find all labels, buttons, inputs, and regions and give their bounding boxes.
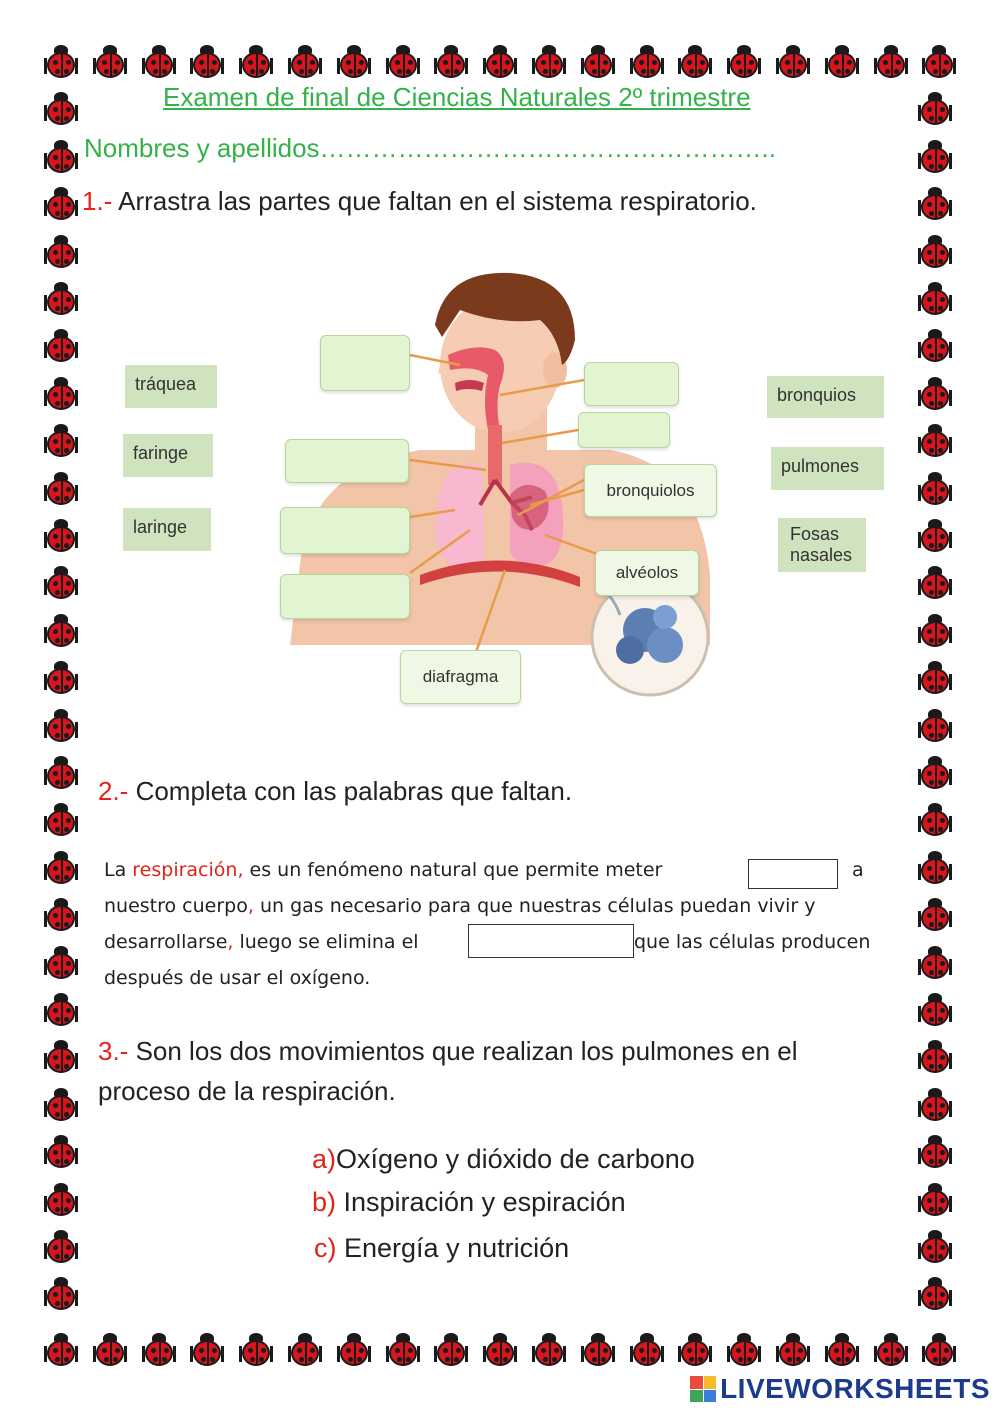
ladybug-icon — [44, 1276, 78, 1312]
ladybug-icon — [44, 1039, 78, 1075]
ladybug-icon — [918, 565, 952, 601]
para-highlight: respiración, — [132, 859, 244, 881]
question-3-number: 3.- — [98, 1036, 129, 1066]
ladybug-icon — [918, 1182, 952, 1218]
drag-word-pulmones[interactable]: pulmones — [771, 447, 884, 490]
para-text-3: a — [852, 859, 864, 881]
ladybug-icon — [727, 1332, 761, 1368]
ladybug-icon — [44, 802, 78, 838]
ladybug-icon — [44, 708, 78, 744]
ladybug-icon — [434, 44, 468, 80]
question-3-line-2: proceso de la respiración. — [98, 1076, 396, 1106]
para-text-1: La — [104, 859, 133, 881]
ladybug-icon — [44, 139, 78, 175]
para-text-9: después de usar el oxígeno. — [104, 967, 371, 989]
ladybug-icon — [918, 186, 952, 222]
ladybug-icon — [386, 1332, 420, 1368]
option-a-text: Oxígeno y dióxido de carbono — [336, 1144, 695, 1174]
ladybug-icon — [190, 44, 224, 80]
ladybug-icon — [918, 234, 952, 270]
ladybug-icon — [918, 897, 952, 933]
ladybug-icon — [288, 1332, 322, 1368]
ladybug-icon — [918, 708, 952, 744]
ladybug-icon — [239, 44, 273, 80]
ladybug-icon — [44, 328, 78, 364]
drop-slot-2[interactable] — [584, 362, 679, 406]
ladybug-icon — [776, 44, 810, 80]
ladybug-icon — [93, 1332, 127, 1368]
ladybug-icon — [918, 91, 952, 127]
ladybug-icon — [44, 281, 78, 317]
ladybug-icon — [44, 755, 78, 791]
ladybug-icon — [874, 1332, 908, 1368]
ladybug-icon — [44, 471, 78, 507]
ladybug-icon — [44, 186, 78, 222]
ladybug-icon — [93, 44, 127, 80]
ladybug-icon — [44, 613, 78, 649]
ladybug-icon — [44, 234, 78, 270]
ladybug-icon — [918, 755, 952, 791]
ladybug-icon — [918, 328, 952, 364]
drag-word-traquea[interactable]: tráquea — [125, 365, 217, 408]
para-comma-1: , — [247, 895, 254, 917]
ladybug-icon — [288, 44, 322, 80]
ladybug-icon — [918, 945, 952, 981]
ladybug-icon — [918, 518, 952, 554]
ladybug-icon — [44, 376, 78, 412]
ladybug-icon — [532, 1332, 566, 1368]
drag-word-bronquios[interactable]: bronquios — [767, 376, 884, 418]
ladybug-icon — [918, 376, 952, 412]
ladybug-icon — [918, 802, 952, 838]
para-text-7: luego se elimina el — [233, 931, 419, 953]
ladybug-icon — [918, 660, 952, 696]
drop-slot-5[interactable] — [280, 507, 410, 554]
drag-word-laringe[interactable]: laringe — [123, 508, 211, 551]
question-3-line-1 — [98, 1036, 798, 1067]
drop-slot-3[interactable] — [578, 412, 670, 448]
ladybug-icon — [337, 44, 371, 80]
answer-blank-1[interactable] — [748, 859, 838, 889]
ladybug-icon — [386, 44, 420, 80]
ladybug-icon — [44, 1087, 78, 1123]
ladybug-icon — [44, 423, 78, 459]
ladybug-icon — [918, 613, 952, 649]
question-1-text: Arrastra las partes que faltan en el sistema respiratorio. — [112, 186, 757, 216]
question-2-number: 2.- — [98, 776, 129, 806]
option-c-letter: c) — [314, 1233, 337, 1263]
ladybug-icon — [434, 1332, 468, 1368]
ladybug-icon — [776, 1332, 810, 1368]
ladybug-icon — [678, 1332, 712, 1368]
para-comma-2: , — [227, 931, 234, 953]
ladybug-icon — [918, 471, 952, 507]
ladybug-icon — [918, 423, 952, 459]
option-b[interactable] — [312, 1187, 626, 1218]
ladybug-icon — [825, 1332, 859, 1368]
drag-word-faringe[interactable]: faringe — [123, 434, 213, 477]
ladybug-icon — [337, 1332, 371, 1368]
ladybug-icon — [44, 897, 78, 933]
name-line: Nombres y apellidos…………………………………………….. — [84, 133, 776, 163]
ladybug-icon — [918, 1229, 952, 1265]
option-a-letter: a) — [312, 1144, 337, 1174]
label-bronquiolos: bronquiolos — [584, 464, 717, 517]
ladybug-icon — [44, 1182, 78, 1218]
ladybug-icon — [44, 1332, 78, 1368]
ladybug-icon — [44, 1229, 78, 1265]
ladybug-icon — [44, 44, 78, 80]
liveworksheets-logo-icon — [690, 1376, 716, 1402]
ladybug-icon — [630, 1332, 664, 1368]
para-text-4: nuestro cuerpo — [104, 895, 248, 917]
ladybug-icon — [918, 1276, 952, 1312]
ladybug-icon — [727, 44, 761, 80]
ladybug-icon — [918, 139, 952, 175]
ladybug-icon — [581, 44, 615, 80]
drop-slot-6[interactable] — [280, 574, 410, 619]
ladybug-icon — [44, 850, 78, 886]
ladybug-icon — [44, 992, 78, 1028]
option-b-letter: b) — [312, 1187, 337, 1217]
ladybug-icon — [874, 44, 908, 80]
ladybug-icon — [44, 660, 78, 696]
ladybug-icon — [918, 1087, 952, 1123]
drop-slot-4[interactable] — [285, 439, 409, 483]
para-text-2: es un fenómeno natural que permite meter — [243, 859, 663, 881]
answer-blank-2[interactable] — [468, 924, 634, 958]
para-text-8: que las células producen — [634, 931, 871, 953]
question-3-text: Son los dos movimientos que realizan los pulmones en el — [128, 1036, 798, 1066]
question-1-heading — [82, 186, 757, 217]
question-2-text: Completa con las palabras que faltan. — [128, 776, 573, 806]
label-alveolos: alvéolos — [595, 550, 699, 596]
drop-slot-1[interactable] — [320, 335, 410, 391]
ladybug-icon — [44, 91, 78, 127]
ladybug-icon — [44, 518, 78, 554]
ladybug-icon — [918, 1134, 952, 1170]
ladybug-icon — [239, 1332, 273, 1368]
ladybug-icon — [678, 44, 712, 80]
ladybug-icon — [918, 1039, 952, 1075]
liveworksheets-watermark — [690, 1373, 990, 1405]
ladybug-icon — [532, 44, 566, 80]
ladybug-icon — [825, 44, 859, 80]
ladybug-icon — [44, 945, 78, 981]
question-2-heading — [98, 776, 572, 807]
drag-word-fosas-nasales[interactable]: Fosas nasales — [778, 518, 866, 572]
para-text-5: un gas necesario para que nuestras células puedan vivir y — [253, 895, 816, 917]
ladybug-icon — [483, 44, 517, 80]
ladybug-icon — [922, 1332, 956, 1368]
ladybug-icon — [630, 44, 664, 80]
ladybug-icon — [190, 1332, 224, 1368]
label-diafragma: diafragma — [400, 650, 521, 704]
ladybug-icon — [142, 44, 176, 80]
ladybug-icon — [918, 992, 952, 1028]
option-b-text: Inspiración y espiración — [336, 1187, 626, 1217]
option-c[interactable] — [314, 1233, 569, 1264]
ladybug-icon — [918, 281, 952, 317]
ladybug-icon — [581, 1332, 615, 1368]
option-a[interactable] — [312, 1144, 695, 1175]
option-c-text: Energía y nutrición — [336, 1233, 570, 1263]
ladybug-icon — [922, 44, 956, 80]
ladybug-icon — [483, 1332, 517, 1368]
ladybug-icon — [44, 565, 78, 601]
ladybug-icon — [44, 1134, 78, 1170]
question-1-number: 1.- — [82, 186, 113, 216]
watermark-text: LIVEWORKSHEETS — [720, 1373, 990, 1404]
exam-title: Examen de final de Ciencias Naturales 2º trimestre — [163, 82, 751, 112]
ladybug-icon — [142, 1332, 176, 1368]
ladybug-icon — [918, 850, 952, 886]
para-text-6: desarrollarse — [104, 931, 228, 953]
